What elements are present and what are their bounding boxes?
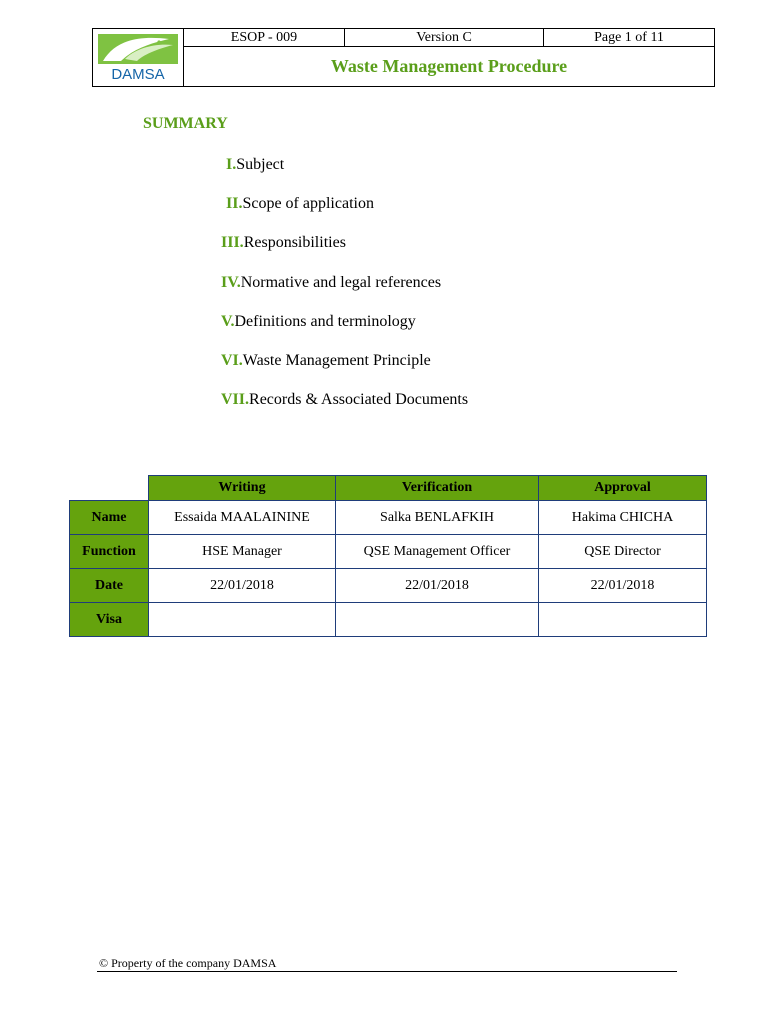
table-cell: Salka BENLAFKIH xyxy=(336,501,539,535)
document-header xyxy=(92,28,715,87)
row-header-visa: Visa xyxy=(70,603,149,637)
toc-number: II. xyxy=(226,195,243,212)
page-number: Page 1 of 11 xyxy=(594,30,664,45)
toc-item xyxy=(226,156,284,174)
table-cell: 22/01/2018 xyxy=(336,569,539,603)
column-header-writing: Writing xyxy=(149,476,336,501)
damsa-logo xyxy=(97,33,179,83)
toc-item xyxy=(221,352,431,370)
table-row xyxy=(70,569,707,603)
column-header-verification: Verification xyxy=(336,476,539,501)
toc-item xyxy=(221,234,346,252)
document-title: Waste Management Procedure xyxy=(330,56,568,76)
meta-row xyxy=(184,29,714,47)
doc-version: Version C xyxy=(416,30,472,45)
table-cell: Hakima CHICHA xyxy=(539,501,707,535)
footer-copyright: © Property of the company DAMSA xyxy=(99,956,277,970)
toc-number: VI. xyxy=(221,352,243,369)
toc-number: IV. xyxy=(221,274,241,291)
toc-label: Records & Associated Documents xyxy=(249,391,469,408)
table-cell: QSE Management Officer xyxy=(336,535,539,569)
toc-label: Scope of application xyxy=(242,195,374,212)
toc-item xyxy=(226,195,374,213)
svg-text:DAMSA: DAMSA xyxy=(111,66,165,83)
table-corner xyxy=(70,476,149,501)
toc-label: Subject xyxy=(236,156,285,173)
doc-code: ESOP - 009 xyxy=(230,30,298,45)
toc-label: Waste Management Principle xyxy=(242,352,431,369)
row-header-name: Name xyxy=(70,501,149,535)
table-cell: 22/01/2018 xyxy=(149,569,336,603)
row-header-function: Function xyxy=(70,535,149,569)
summary-heading: SUMMARY xyxy=(143,115,228,132)
table-row xyxy=(70,535,707,569)
visa-cell xyxy=(336,603,539,637)
table-row xyxy=(70,501,707,535)
row-header-date: Date xyxy=(70,569,149,603)
table-row xyxy=(70,603,707,637)
toc-label: Responsibilities xyxy=(243,234,346,251)
toc-number: VII. xyxy=(221,391,250,408)
table-cell: HSE Manager xyxy=(149,535,336,569)
footer-divider xyxy=(97,971,677,972)
toc-item xyxy=(221,274,441,292)
toc-item xyxy=(221,313,416,331)
table-cell: Essaida MAALAININE xyxy=(149,501,336,535)
visa-cell xyxy=(539,603,707,637)
toc-item xyxy=(221,391,468,409)
toc-number: V. xyxy=(221,313,235,330)
table-cell: 22/01/2018 xyxy=(539,569,707,603)
toc-label: Definitions and terminology xyxy=(234,313,416,330)
column-header-approval: Approval xyxy=(539,476,707,501)
logo-cell xyxy=(93,29,184,86)
toc-label: Normative and legal references xyxy=(240,274,442,291)
toc-number: I. xyxy=(226,156,237,173)
visa-cell xyxy=(149,603,336,637)
toc-number: III. xyxy=(221,234,244,251)
approval-table xyxy=(69,475,707,637)
table-cell: QSE Director xyxy=(539,535,707,569)
